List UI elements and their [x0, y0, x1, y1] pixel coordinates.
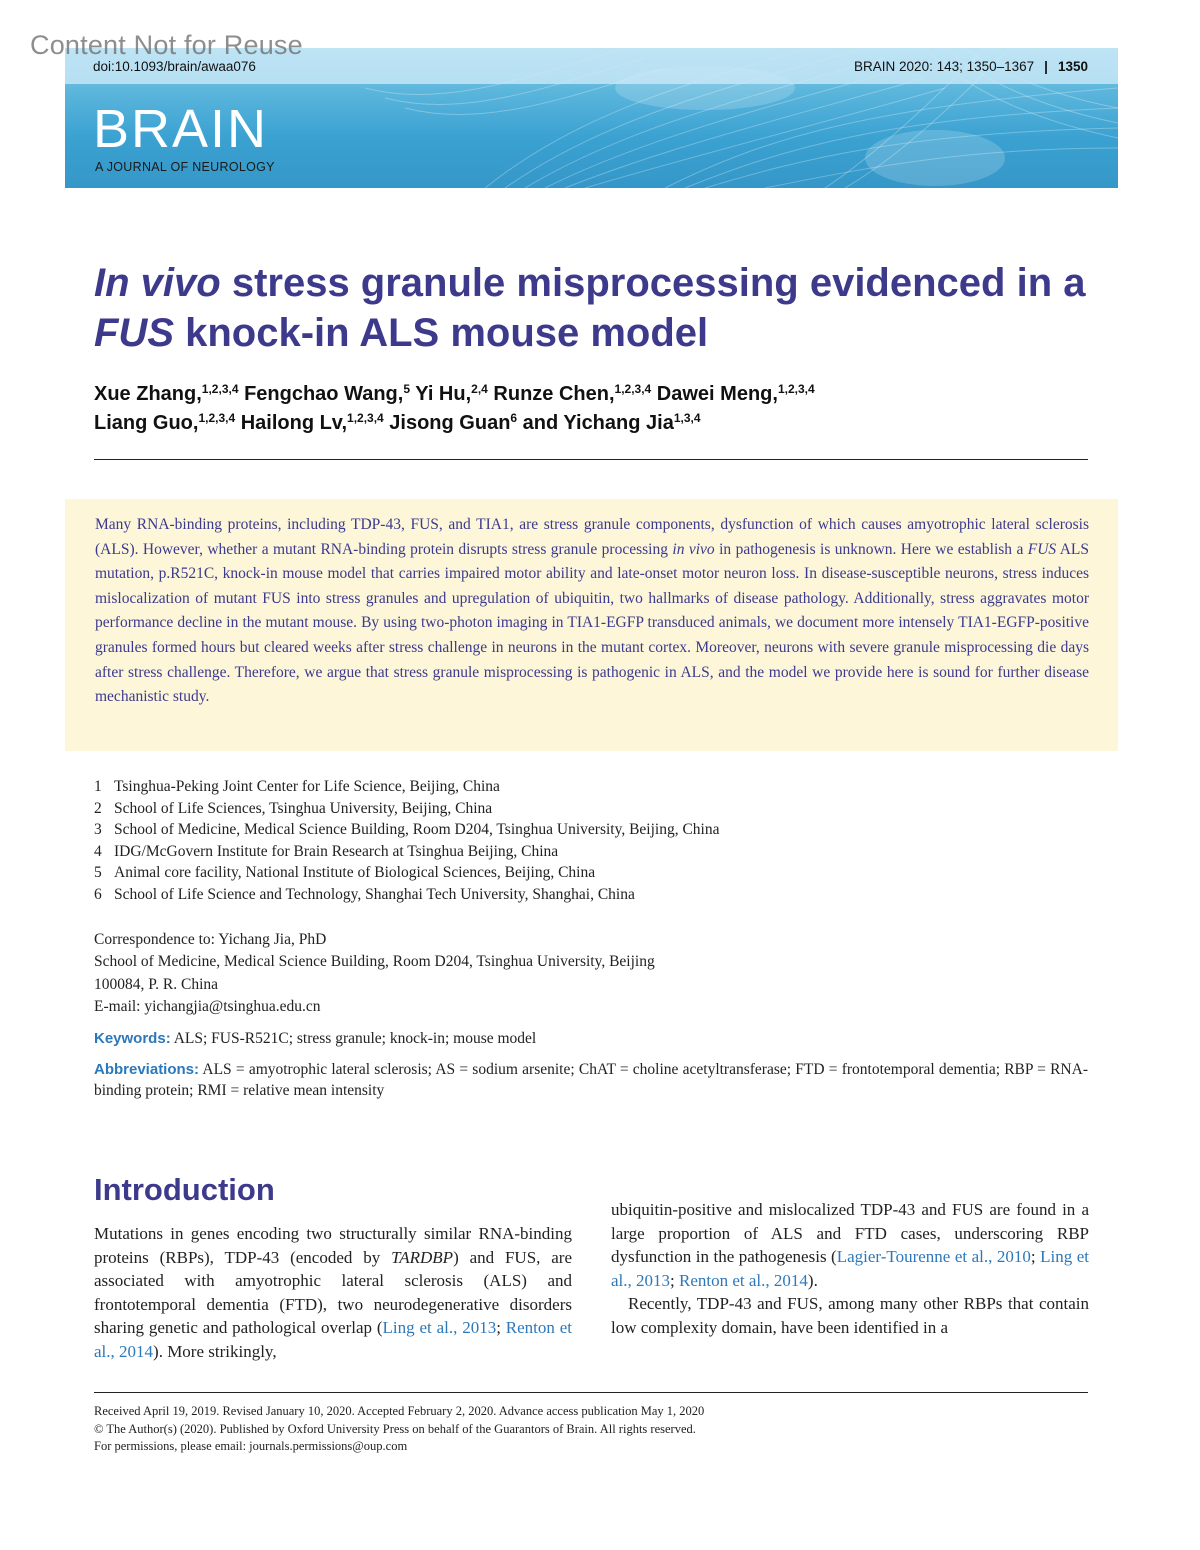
footer-notes	[94, 1403, 704, 1456]
abstract-box	[65, 499, 1118, 751]
abstract-segment: ALS mutation, p.R521C, knock-in mouse model that carries impaired motor ability and late-onset motor neuron loss. In disease-susceptible neurons, stress induces mislocalization of mutant FUS into stress granules and upregulation of ubiquitin, two hallmarks of disease pathology. Additionally, stress aggravates motor performance decline in the mutant mouse. By using two-photon imaging in TIA1-EGFP transduced animals, we document more intensely TIA1-EGFP-positive granules formed hours but cleared weeks after stress challenge in neurons in the mutant cortex. Moreover, neurons with severe granule misprocessing die days after stress challenge. Therefore, we argue that stress granule misprocessing is pathogenic in ALS, and the model we provide here is sound for further disease mechanistic study.	[95, 540, 1089, 706]
affiliation-number: 2	[94, 799, 102, 817]
text-segment: ;	[1030, 1247, 1041, 1266]
footer-divider	[94, 1392, 1088, 1393]
affiliation-item	[94, 841, 720, 863]
title-italic-2: FUS	[94, 311, 174, 355]
citation	[854, 59, 1088, 74]
author	[415, 383, 488, 405]
affiliation-item	[94, 819, 720, 841]
text-segment: Mutations in genes encoding two structurally similar RNA-binding proteins (RBPs), TDP-43 (encoded by	[94, 1224, 572, 1267]
abbreviations-label: Abbreviations:	[94, 1061, 200, 1078]
text-segment: ;	[496, 1318, 506, 1337]
author	[94, 412, 235, 434]
affiliation-number: 3	[94, 821, 102, 839]
author	[244, 383, 410, 405]
affiliation-text: Animal core facility, National Institute of Biological Sciences, Beijing, China	[114, 864, 596, 882]
abstract-italic: in vivo	[672, 540, 715, 558]
affiliation-number: 6	[94, 885, 102, 903]
author-name: Runze Chen,	[493, 383, 615, 405]
correspondence	[94, 929, 655, 1019]
author-list	[94, 380, 1094, 438]
author-affiliation: 1,2,3,4	[347, 411, 384, 425]
author-name: Hailong Lv,	[240, 412, 348, 434]
page-number: 1350	[1057, 59, 1088, 74]
watermark: Content Not for Reuse	[30, 30, 303, 60]
article-title	[94, 258, 1104, 358]
affiliation-item	[94, 776, 720, 798]
gene-name: TARDBP	[391, 1247, 454, 1267]
title-divider	[94, 459, 1088, 460]
author	[241, 412, 384, 434]
section-heading: Introduction	[94, 1172, 275, 1207]
title-italic-1: In vivo	[94, 261, 221, 305]
citation-link[interactable]: Renton et al., 2014	[94, 1318, 572, 1361]
author-affiliation: 1,2,3,4	[777, 382, 815, 396]
citation-text: BRAIN 2020: 143; 1350–1367	[854, 59, 1035, 74]
affiliation-text: IDG/McGovern Institute for Brain Research at Tsinghua Beijing, China	[114, 842, 559, 860]
affiliation-number: 4	[94, 842, 102, 860]
abstract-text	[95, 513, 1089, 710]
author	[94, 383, 239, 405]
text-segment: ;	[670, 1270, 680, 1290]
footer-permissions[interactable]: For permissions, please email: journals.permissions@oup.com	[94, 1439, 408, 1453]
text-segment: ubiquitin-positive and mislocalized TDP-43 and FUS are found in a large proportion of ALS and FTD cases, underscoring RBP dysfunction in the pathogenesis (	[611, 1200, 1089, 1266]
author	[657, 383, 815, 405]
author-affiliation: 6	[510, 411, 518, 425]
abbreviations	[94, 1059, 1088, 1101]
abstract-segment: Many RNA-binding proteins, including TDP-43, FUS, and TIA1, are stress granule components, dysfunction of which causes amyotrophic lateral sclerosis (ALS). However, whether a mutant RNA-binding protein disrupts stress granule processing	[95, 516, 1089, 558]
title-text-2: knock-in ALS mouse model	[174, 311, 709, 355]
abbreviations-text: ALS = amyotrophic lateral sclerosis; AS = sodium arsenite; ChAT = choline acetyltransferase; FTD = frontotemporal dementia; RBP = RNA-binding protein; RMI = relative mean intensity	[94, 1061, 1088, 1099]
author-name: Fengchao Wang,	[244, 383, 404, 405]
intro-column-right	[611, 1198, 1089, 1339]
citation-link[interactable]: Lagier-Tourenne et al., 2010	[836, 1247, 1031, 1266]
keywords-label: Keywords:	[94, 1030, 171, 1047]
affiliation-number: 1	[94, 778, 102, 795]
intro-column-left	[94, 1222, 572, 1363]
abstract-italic: FUS	[1027, 540, 1057, 558]
keywords	[94, 1030, 536, 1048]
author-affiliation: 5	[403, 382, 411, 396]
author	[389, 412, 517, 434]
author-affiliation: 1,2,3,4	[198, 411, 236, 425]
affiliation-text: Tsinghua-Peking Joint Center for Life Science, Beijing, China	[114, 778, 500, 795]
author-name: Jisong Guan	[389, 412, 511, 434]
affiliation-item	[94, 884, 720, 906]
author-name: Dawei Meng,	[656, 383, 778, 405]
intro-paragraph	[94, 1222, 572, 1363]
intro-paragraph	[611, 1198, 1089, 1292]
author-affiliation: 1,2,3,4	[614, 382, 652, 396]
doi[interactable]: doi:10.1093/brain/awaa076	[93, 59, 256, 74]
citation-separator: |	[1044, 59, 1048, 74]
citation-link[interactable]: Ling et al., 2013	[382, 1318, 497, 1337]
correspondence-line: 100084, P. R. China	[94, 975, 219, 993]
footer-copyright: © The Author(s) (2020). Published by Oxford University Press on behalf of the Guarantors of Brain. All rights reserved.	[94, 1421, 696, 1436]
keywords-text: ALS; FUS-R521C; stress granule; knock-in; mouse model	[170, 1030, 537, 1047]
text-segment: ) and FUS, are associated with amyotrophic lateral sclerosis (ALS) and frontotemporal dementia (FTD), two neurodegenerative disorders sharing genetic and pathological overlap (	[94, 1247, 572, 1337]
author-affiliation: 1,2,3,4	[201, 382, 239, 396]
affiliation-number: 5	[94, 864, 102, 882]
title-text-1: stress granule misprocessing evidenced in a	[220, 261, 1086, 305]
text-segment: ).	[807, 1270, 818, 1290]
citation-link[interactable]: Ling et al., 2013	[611, 1247, 1089, 1290]
author-name: Xue Zhang,	[94, 383, 202, 405]
correspondence-line: School of Medicine, Medical Science Building, Room D204, Tsinghua University, Beijing	[94, 953, 655, 971]
correspondence-line: Correspondence to: Yichang Jia, PhD	[94, 931, 327, 948]
author-affiliation: 1,3,4	[673, 411, 701, 425]
author-name: Liang Guo,	[94, 412, 199, 434]
affiliation-text: School of Life Science and Technology, Shanghai Tech University, Shanghai, China	[114, 885, 635, 903]
intro-paragraph: Recently, TDP-43 and FUS, among many other RBPs that contain low complexity domain, have been identified in a	[611, 1294, 1089, 1337]
author	[523, 412, 701, 434]
correspondence-email[interactable]: E-mail: yichangjia@tsinghua.edu.cn	[94, 998, 321, 1016]
affiliation-item	[94, 862, 720, 884]
author-name: Yi Hu,	[415, 383, 472, 405]
author-affiliation: 2,4	[471, 382, 488, 396]
affiliation-text: School of Medicine, Medical Science Building, Room D204, Tsinghua University, Beijing, China	[114, 821, 720, 839]
abstract-segment: in pathogenesis is unknown. Here we establish a	[714, 540, 1028, 558]
text-segment: ). More strikingly,	[153, 1341, 277, 1361]
journal-banner	[65, 48, 1118, 188]
affiliation-text: School of Life Sciences, Tsinghua University, Beijing, China	[114, 799, 493, 817]
citation-link[interactable]: Renton et al., 2014	[679, 1270, 808, 1290]
footer-dates: Received April 19, 2019. Revised January 10, 2020. Accepted February 2, 2020. Advance access publication May 1, 2020	[94, 1404, 705, 1418]
author	[493, 383, 651, 405]
author-name: and Yichang Jia	[522, 412, 674, 434]
affiliation-item	[94, 798, 720, 820]
affiliation-list	[94, 776, 720, 906]
journal-logo: BRAIN	[93, 99, 269, 159]
journal-subtitle: A JOURNAL OF NEUROLOGY	[95, 160, 275, 174]
